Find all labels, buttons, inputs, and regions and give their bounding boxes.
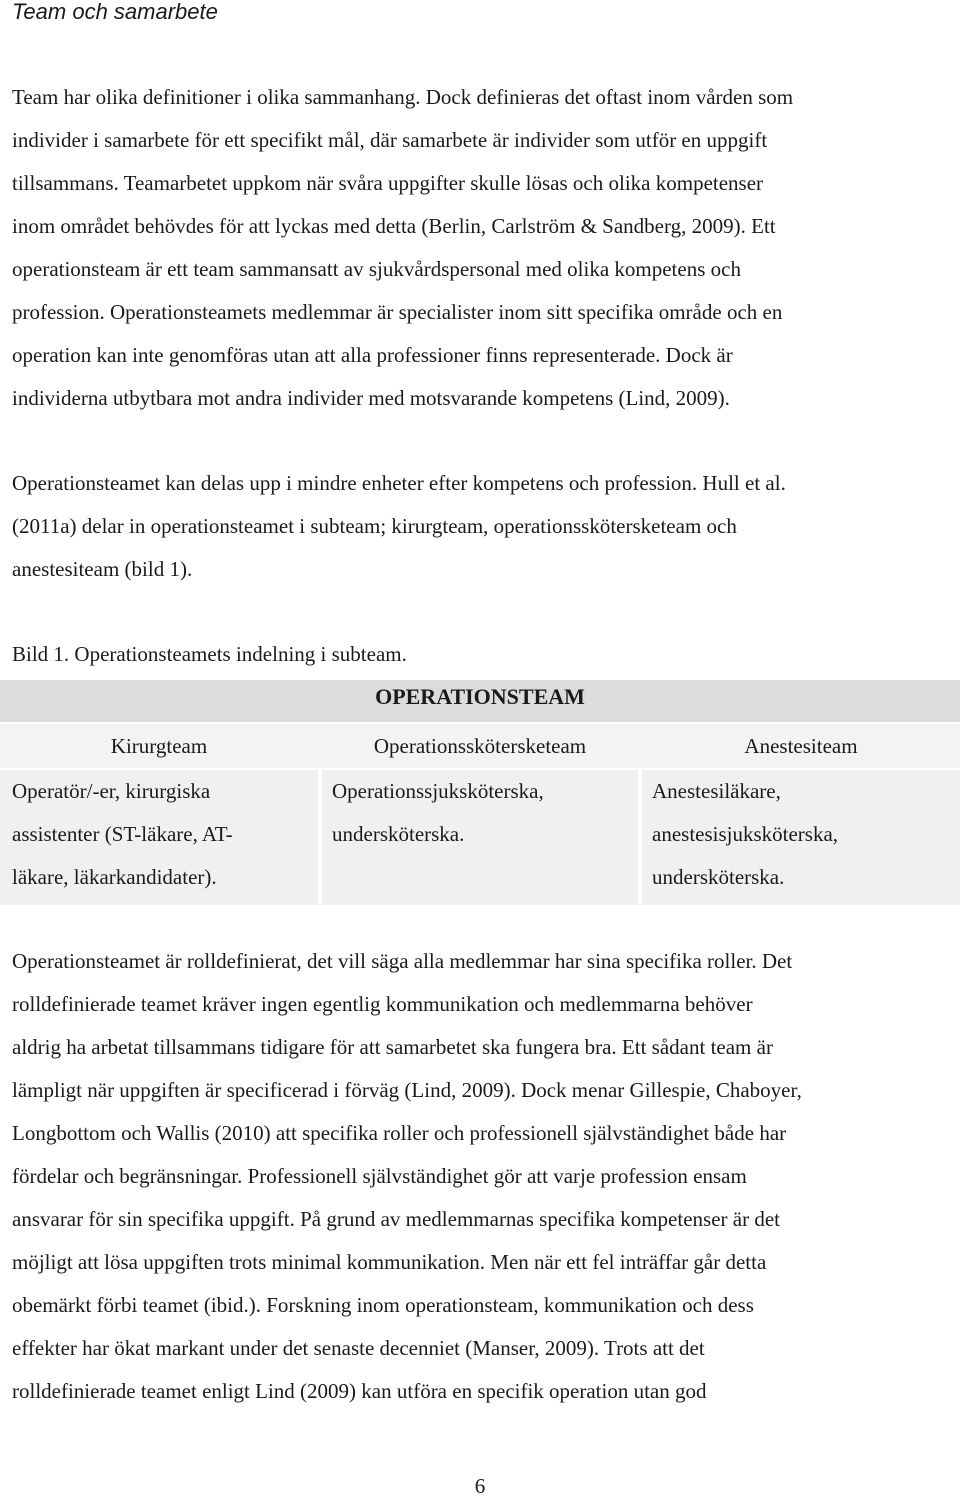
cell-kirurgteam-members bbox=[0, 770, 318, 905]
operationsteam-table bbox=[0, 680, 960, 905]
table-body-row bbox=[0, 770, 960, 905]
text-line: individer i samarbete för ett specifikt mål, där samarbete är individer som utför en uppgift bbox=[12, 128, 768, 152]
table-title: OPERATIONSTEAM bbox=[0, 680, 960, 722]
text-line: rolldefinierade teamet enligt Lind (2009) kan utföra en specifik operation utan god bbox=[12, 1379, 707, 1403]
cell-line: anestesisjuksköterska, bbox=[652, 822, 839, 846]
cell-line: läkare, läkarkandidater). bbox=[12, 865, 217, 889]
cell-anestesiteam-members bbox=[642, 770, 960, 905]
text-line: lämpligt när uppgiften är specificerad i förväg (Lind, 2009). Dock menar Gillespie, Chaboyer, bbox=[12, 1078, 802, 1102]
text-line: rolldefinierade teamet kräver ingen egentlig kommunikation och medlemmarna behöver bbox=[12, 992, 753, 1016]
text-line: Operationsteamet kan delas upp i mindre enheter efter kompetens och profession. Hull et al. bbox=[12, 471, 786, 495]
paragraph-subteams bbox=[12, 462, 952, 591]
table-header-row bbox=[0, 724, 960, 768]
section-heading: Team och samarbete bbox=[12, 0, 218, 24]
text-line: aldrig ha arbetat tillsammans tidigare för att samarbetet ska fungera bra. Ett sådant team är bbox=[12, 1035, 773, 1059]
text-line: ansvarar för sin specifika uppgift. På grund av medlemmarnas specifika kompetenser är det bbox=[12, 1207, 780, 1231]
text-line: Team har olika definitioner i olika sammanhang. Dock definieras det oftast inom vården som bbox=[12, 85, 794, 109]
cell-line: undersköterska. bbox=[332, 822, 465, 846]
paragraph-team-definitions bbox=[12, 76, 952, 420]
text-line: möjligt att lösa uppgiften trots minimal kommunikation. Men när ett fel inträffar går detta bbox=[12, 1250, 767, 1274]
figure-caption: Bild 1. Operationsteamets indelning i subteam. bbox=[12, 642, 407, 666]
text-line: Operationsteamet är rolldefinierat, det vill säga alla medlemmar har sina specifika roller. Det bbox=[12, 949, 793, 973]
text-line: Longbottom och Wallis (2010) att specifika roller och professionell självständighet både har bbox=[12, 1121, 787, 1145]
header-kirurgteam: Kirurgteam bbox=[110, 734, 208, 758]
header-anestesiteam: Anestesiteam bbox=[744, 734, 858, 758]
text-line: effekter har ökat markant under det senaste decenniet (Manser, 2009). Trots att det bbox=[12, 1336, 705, 1360]
text-line: obemärkt förbi teamet (ibid.). Forskning inom operationsteam, kommunikation och dess bbox=[12, 1293, 754, 1317]
page-number: 6 bbox=[474, 1474, 486, 1498]
header-operationsskotersketeam: Operationsskötersketeam bbox=[373, 734, 587, 758]
text-line: operation kan inte genomföras utan att alla professioner finns representerade. Dock är bbox=[12, 343, 733, 367]
cell-operationsskotersketeam-members bbox=[322, 770, 638, 905]
text-line: operationsteam är ett team sammansatt av sjukvårdspersonal med olika kompetens och bbox=[12, 257, 741, 281]
text-line: (2011a) delar in operationsteamet i subteam; kirurgteam, operationsskötersketeam och bbox=[12, 514, 737, 538]
paragraph-role-defined-team bbox=[12, 940, 952, 1413]
cell-line: Operatör/-er, kirurgiska bbox=[12, 779, 211, 803]
text-line: tillsammans. Teamarbetet uppkom när svåra uppgifter skulle lösas och olika kompetenser bbox=[12, 171, 764, 195]
text-line: inom området behövdes för att lyckas med detta (Berlin, Carlström & Sandberg, 2009). Ett bbox=[12, 214, 776, 238]
cell-line: assistenter (ST-läkare, AT- bbox=[12, 822, 233, 846]
cell-line: Operationssjuksköterska, bbox=[332, 779, 544, 803]
text-line: anestesiteam (bild 1). bbox=[12, 557, 193, 581]
text-line: fördelar och begränsningar. Professionell självständighet gör att varje profession ensam bbox=[12, 1164, 747, 1188]
text-line: individerna utbytbara mot andra individer med motsvarande kompetens (Lind, 2009). bbox=[12, 386, 730, 410]
text-line: profession. Operationsteamets medlemmar är specialister inom sitt specifika område och en bbox=[12, 300, 783, 324]
cell-line: undersköterska. bbox=[652, 865, 785, 889]
cell-line: Anestesiläkare, bbox=[652, 779, 781, 803]
